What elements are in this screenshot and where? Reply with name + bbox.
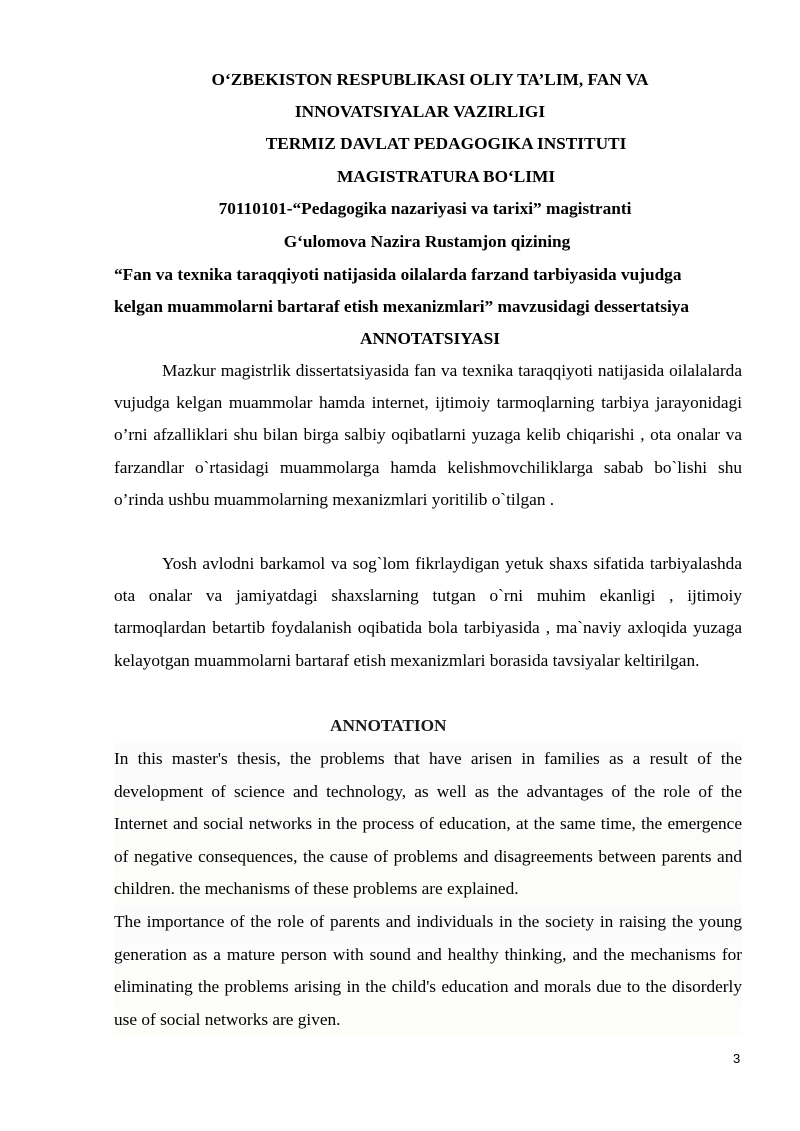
uz-paragraph-1 [114,355,742,516]
department-name: MAGISTRATURA BO‘LIMI [336,167,556,186]
en-paragraph-1: In this master's thesis, the problems that have arisen in families as a result of the development of science and technology, as well as the advantages of the role of the Internet and social networks in the process of education, at the same time, the emergence of negative consequences, the cause of problems and disagreements between parents and children. the mechanisms of these problems are explained. [114,743,742,906]
annotation-en-title: ANNOTATION [330,716,447,735]
uz-paragraph-1-text: Mazkur magistrlik dissertatsiyasida fan va texnika taraqqiyoti natijasida oilalalarda vujudga kelgan muammolar hamda internet, ijtimoiy tarmoqlarning tarbiya jarayonidagi o’rni afzalliklari shu bilan birga salbiy oqibatlarni yuzaga kelib chiqarishi , ota onalar va farzandlar o`rtasidagi muammolarga hamda kelishmovchiliklarga sabab bo`lishi shu o’rinda ushbu muammolarning mexanizmlari yoritilib o`tilgan . [114,361,742,509]
page-number: 3 [733,1051,741,1066]
institute-name: TERMIZ DAVLAT PEDAGOGIKA INSTITUTI [265,134,627,153]
thesis-topic-line1: “Fan va texnika taraqqiyoti natijasida oilalarda farzand tarbiyasida vujudga [114,265,682,284]
en-paragraph-2: The importance of the role of parents and individuals in the society in raising the young generation as a mature person with sound and healthy thinking, and the mechanisms for eliminating the problems arising in the child's education and morals due to the disorderly use of social networks are given. [114,906,742,1036]
uz-paragraph-2-text: Yosh avlodni barkamol va sog`lom fikrlaydigan yetuk shaxs sifatida tarbiyalashda ota onalar va jamiyatdagi shaxslarning tutgan o`rni muhim ekanligi , ijtimoiy tarmoqlardan betartib foydalanish oqibatida bola tarbiyasida , ma`naviy axloqida yuzaga kelayotgan muammolarni bartaraf etish mexanizmlari borasida tavsiyalar keltirilgan. [114,554,742,670]
ministry-title-line1: O‘ZBEKISTON RESPUBLIKASI OLIY TA’LIM, FAN VA [211,70,649,89]
author-name: G‘ulomova Nazira Rustamjon qizining [283,232,571,251]
ministry-title-line2: INNOVATSIYALAR VAZIRLIGI [294,102,546,121]
thesis-topic-line2: kelgan muammolarni bartaraf etish mexanizmlari” mavzusidagi dessertatsiya [114,297,690,316]
specialty-line: 70110101-“Pedagogika nazariyasi va tarixi” magistranti [218,199,632,218]
annotation-uz-title: ANNOTATSIYASI [360,329,500,348]
uz-paragraph-2 [114,548,742,677]
